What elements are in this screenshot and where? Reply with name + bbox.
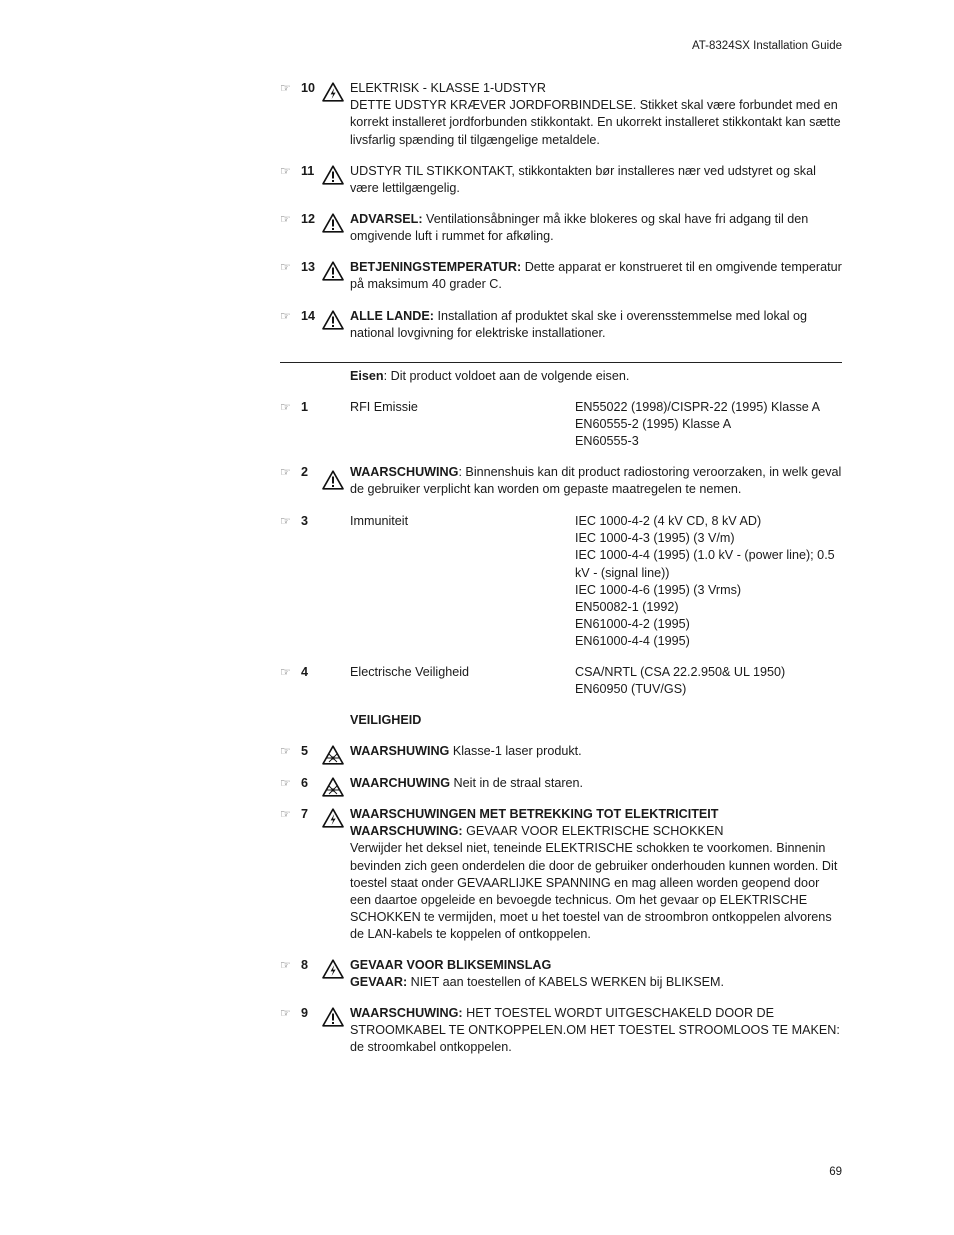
section-divider [280, 362, 842, 363]
requirement-values: CSA/NRTL (CSA 22.2.950& UL 1950) EN60950 (TUV/GS) [575, 665, 786, 697]
laser-warning-icon [322, 777, 344, 797]
item-marker: ☞ 1 [280, 399, 320, 416]
pointing-hand-icon: ☞ [280, 665, 290, 679]
electric-shock-warning-icon [322, 82, 344, 102]
item-text: WAARCHUWING Neit in de straal staren. [350, 776, 584, 790]
item-marker: ☞ 6 [280, 775, 320, 792]
item-text: ADVARSEL: Ventilationsåbninger må ikke blokeres og skal have fri adgang til den omgivende luft i rummet for afkøling. [350, 212, 809, 244]
item-text: WAARSCHUWINGEN MET BETREKKING TOT ELEKTRICITEIT WAARSCHUWING: GEVAAR VOOR ELEKTRISCHE SCHOKKEN Verwijder het deksel niet, teneinde ELEKTRISCHE schokken te voorkomen. Binnenin bevinden zich geen onderdelen die door de gebruiker onderhouden kunnen worden. Dit toestel staat onder GEVAARLIJKE SPANNING en mag alleen worden geopend door een daartoe opgeleide en bevoegde technicus. Om het gevaar op ELEKTRISCHE SCHOKKEN te vermijden, moet u het toestel van de stroombron ontkoppelen alvorens de LAN-kabels te koppelen of ontkoppelen. [350, 807, 838, 942]
item-marker: ☞ 11 [280, 163, 320, 180]
pointing-hand-icon: ☞ [280, 514, 290, 528]
pointing-hand-icon: ☞ [280, 212, 290, 226]
pointing-hand-icon: ☞ [280, 164, 290, 178]
item-text: WAARSHUWING Klasse-1 laser produkt. [350, 744, 582, 758]
requirement-values: IEC 1000-4-2 (4 kV CD, 8 kV AD) IEC 1000-4-3 (1995) (3 V/m) IEC 1000-4-4 (1995) (1.0 kV - (power line); 0.5 kV - (signal line)) IEC 1000-4-6 (1995) (3 Vrms) EN50082-1 (1992) EN61000-4-2 (1995) EN61000-4-4 (1995) [575, 514, 835, 649]
caution-warning-icon [322, 261, 344, 281]
pointing-hand-icon: ☞ [280, 81, 290, 95]
requirement-values: EN55022 (1998)/CISPR-22 (1995) Klasse A EN60555-2 (1995) Klasse A EN60555-3 [575, 400, 821, 449]
pointing-hand-icon: ☞ [280, 465, 290, 479]
item-marker: ☞ 2 [280, 464, 320, 481]
item-text: GEVAAR VOOR BLIKSEMINSLAG GEVAAR: NIET aan toestellen of KABELS WERKEN bij BLIKSEM. [350, 958, 724, 990]
item-marker: ☞ 3 [280, 513, 320, 530]
item-text: UDSTYR TIL STIKKONTAKT, stikkontakten bør installeres nær ved udstyret og skal være lettilgængelig. [350, 164, 816, 196]
pointing-hand-icon: ☞ [280, 1006, 290, 1020]
pointing-hand-icon: ☞ [280, 744, 290, 758]
caution-warning-icon [322, 165, 344, 185]
pointing-hand-icon: ☞ [280, 807, 290, 821]
page-number: 69 [829, 1166, 842, 1178]
caution-warning-icon [322, 310, 344, 330]
laser-warning-icon [322, 745, 344, 765]
item-text: WAARSCHUWING: HET TOESTEL WORDT UITGESCHAKELD DOOR DE STROOMKABEL TE ONTKOPPELEN.OM HET TOESTEL STROOMLOOS TE MAKEN: de stroomkabel ontkoppelen. [350, 1006, 840, 1055]
item-text: WAARSCHUWING: Binnenshuis kan dit product radiostoring veroorzaken, in welk geval de gebruiker verplicht kan worden om gepaste maatregelen te nemen. [350, 465, 842, 497]
pointing-hand-icon: ☞ [280, 958, 290, 972]
pointing-hand-icon: ☞ [280, 260, 290, 274]
requirement-label: RFI Emissie [350, 400, 418, 414]
pointing-hand-icon: ☞ [280, 309, 290, 323]
caution-warning-icon [322, 1007, 344, 1027]
item-marker: ☞ 8 [280, 957, 320, 974]
item-marker: ☞ 10 [280, 80, 320, 97]
pointing-hand-icon: ☞ [280, 400, 290, 414]
running-header: AT-8324SX Installation Guide [691, 40, 842, 52]
item-text: ALLE LANDE: Installation af produktet skal ske i overensstemmelse med lokal og national lovgivning for elektriske installationer. [350, 309, 808, 341]
pointing-hand-icon: ☞ [280, 776, 290, 790]
item-text: ELEKTRISK - KLASSE 1-UDSTYR DETTE UDSTYR KRÆVER JORDFORBINDELSE. Stikket skal være forbundet med en korrekt installeret jordforbunden stikkontakt. En ukorrekt installeret stikkontakt kan sætte livsfarlig spænding til tilgængelige metaldele. [350, 81, 841, 147]
lightning-warning-icon [322, 959, 344, 979]
caution-warning-icon [322, 213, 344, 233]
item-marker: ☞ 12 [280, 211, 320, 228]
item-marker: ☞ 5 [280, 743, 320, 760]
requirement-label: Electrische Veiligheid [350, 665, 470, 679]
item-marker: ☞ 13 [280, 259, 320, 276]
requirement-label: Immuniteit [350, 514, 409, 528]
item-marker: ☞ 4 [280, 664, 320, 681]
electric-shock-warning-icon [322, 808, 344, 828]
item-marker: ☞ 14 [280, 308, 320, 325]
item-marker: ☞ 7 [280, 806, 320, 823]
caution-warning-icon [322, 470, 344, 490]
item-text: BETJENINGSTEMPERATUR: Dette apparat er konstrueret til en omgivende temperatur på maksimum 40 grader C. [350, 260, 842, 292]
item-marker: ☞ 9 [280, 1005, 320, 1022]
